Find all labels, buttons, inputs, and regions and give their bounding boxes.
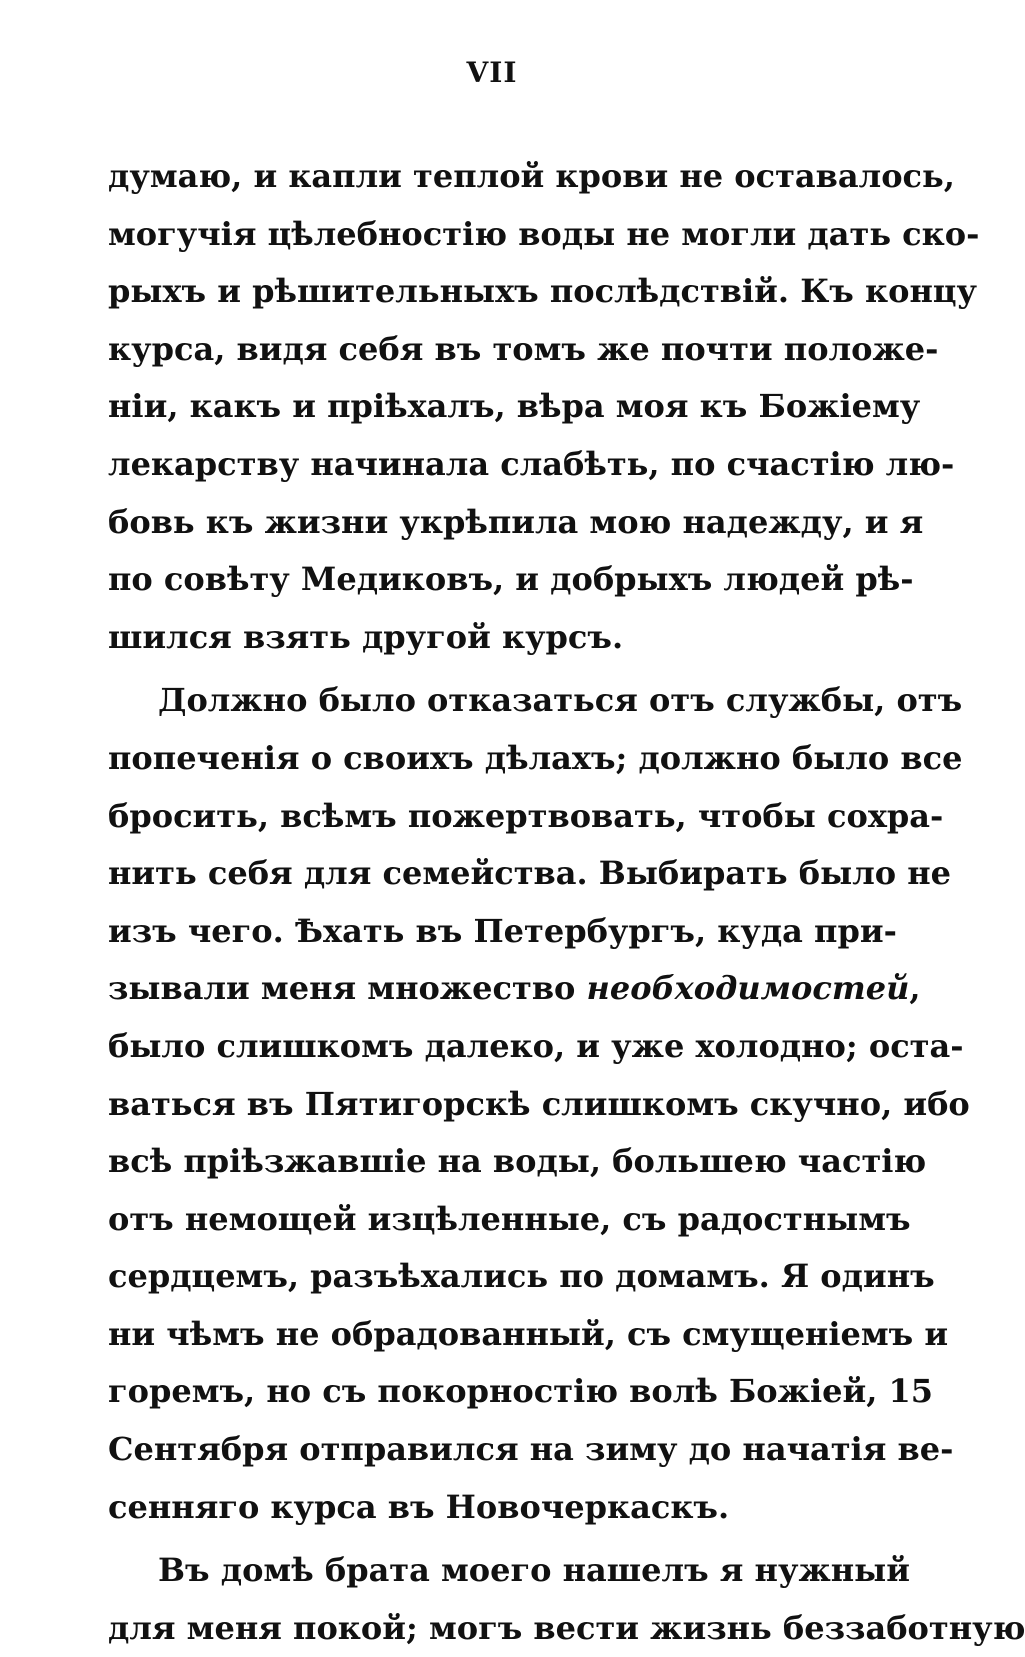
body-text [108, 148, 1025, 1657]
text-line-with-italic: зывали меня множество необходимостей, [108, 969, 921, 1008]
text-line: ваться въ Пятигорскѣ слишкомъ скучно, ибо [108, 1084, 970, 1123]
text-line: рыхъ и рѣшительныхъ послѣдствій. Къ концу [108, 272, 977, 311]
text-line: изъ чего. Ѣхать въ Петербургъ, куда при- [108, 911, 897, 950]
text-line: отъ немощей изцѣленные, съ радостнымъ [108, 1199, 911, 1238]
text-line: лекарству начинала слабѣть, по счастію лю- [108, 444, 955, 483]
text-line: бросить, всѣмъ пожертвовать, чтобы сохра- [108, 796, 944, 835]
text-line: ніи, какъ и пріѣхалъ, вѣра моя къ Божіему [108, 387, 921, 426]
text-line: всѣ пріѣзжавшіе на воды, большею частію [108, 1142, 927, 1181]
text-line: горемъ, но съ покорностію волѣ Божіей, 15 [108, 1372, 934, 1411]
text-line: Должно было отказаться отъ службы, отъ [158, 681, 963, 720]
paragraph-3 [108, 1542, 1025, 1657]
text-line: ни чѣмъ не обрадованный, съ смущеніемъ и [108, 1314, 949, 1353]
italic-word: необходимостей [586, 969, 910, 1008]
text-line: думаю, и капли теплой крови не оставалось, [108, 157, 955, 195]
paragraph-1 [108, 148, 980, 666]
text-line: нить себя для семейства. Выбирать было не [108, 854, 952, 893]
text-line: могучія цѣлебностію воды не могли дать ско- [108, 214, 980, 253]
text-line-start: зывали меня множество [108, 969, 576, 1008]
page-number: VII [466, 56, 518, 89]
text-line: попеченія о своихъ дѣлахъ; должно было все [108, 738, 963, 777]
text-line: по совѣту Медиковъ, и добрыхъ людей рѣ- [108, 560, 914, 599]
text-line: бовь къ жизни укрѣпила мою надежду, и я [108, 502, 924, 541]
text-line: для меня покой; могъ вести жизнь беззаботную [108, 1608, 1025, 1647]
text-line: шился взять другой курсъ. [108, 617, 624, 656]
text-line: было слишкомъ далеко, и уже холодно; оста- [108, 1026, 964, 1065]
text-line: сердцемъ, разъѣхались по домамъ. Я одинъ [108, 1257, 935, 1296]
paragraph-2 [108, 672, 970, 1536]
text-line: сенняго курса въ Новочеркаскъ. [108, 1487, 730, 1526]
text-line: Сентября отправился на зиму до начатія ве- [108, 1430, 954, 1469]
text-line: курса, видя себя въ томъ же почти положе- [108, 329, 939, 368]
text-line: Въ домѣ брата моего нашелъ я нужный [158, 1551, 910, 1590]
